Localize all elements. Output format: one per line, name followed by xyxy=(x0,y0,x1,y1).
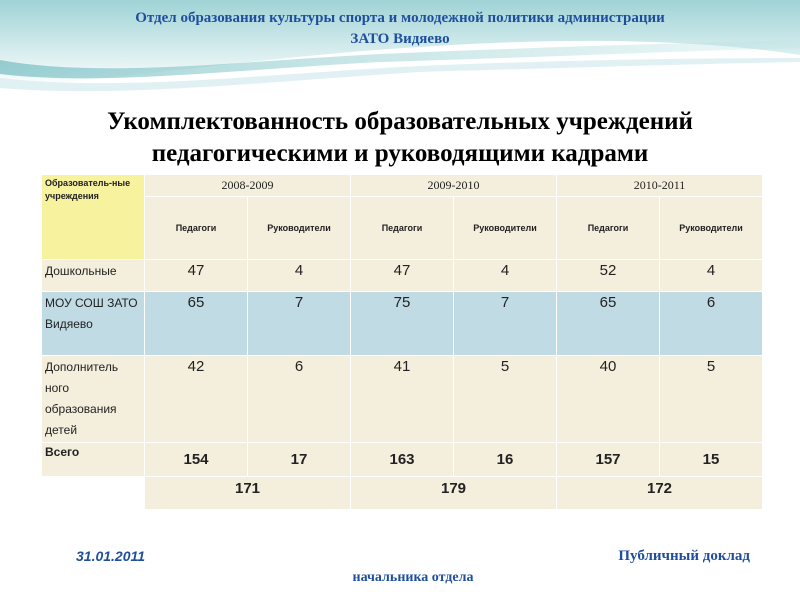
managers-header: Руководители xyxy=(248,197,351,260)
table-cell: 42 xyxy=(145,356,248,443)
table-cell: 65 xyxy=(557,292,660,356)
teachers-header: Педагоги xyxy=(351,197,454,260)
department-header xyxy=(0,8,800,50)
row-label: Дополнитель ного образования детей xyxy=(42,356,145,443)
department-name-line1: Отдел образования культуры спорта и молодежной политики администрации xyxy=(135,10,665,26)
report-date: 31.01.2011 xyxy=(76,548,146,564)
table-cell: 47 xyxy=(351,260,454,292)
row-label: Дошкольные xyxy=(42,260,145,292)
row-label: МОУ СОШ ЗАТО Видяево xyxy=(42,292,145,356)
grand-total-cell: 179 xyxy=(351,477,557,510)
teachers-header: Педагоги xyxy=(145,197,248,260)
table-cell: 52 xyxy=(557,260,660,292)
table-cell: 4 xyxy=(248,260,351,292)
teachers-header: Педагоги xyxy=(557,197,660,260)
managers-header: Руководители xyxy=(454,197,557,260)
table-cell: 6 xyxy=(660,292,763,356)
total-cell: 17 xyxy=(248,443,351,477)
total-cell: 163 xyxy=(351,443,454,477)
table-cell: 40 xyxy=(557,356,660,443)
table-cell: 6 xyxy=(248,356,351,443)
grand-total-row xyxy=(42,477,763,510)
total-row xyxy=(42,443,763,477)
year-header: 2010-2011 xyxy=(557,175,763,197)
table-cell: 5 xyxy=(660,356,763,443)
role-header-row xyxy=(42,197,763,260)
empty-cell xyxy=(42,477,145,510)
table-row xyxy=(42,356,763,443)
slide-title-line2: педагогическими и руководящими кадрами xyxy=(151,140,649,167)
slide-title xyxy=(0,106,800,170)
managers-header: Руководители xyxy=(660,197,763,260)
staffing-table xyxy=(41,174,763,510)
table-cell: 75 xyxy=(351,292,454,356)
total-cell: 154 xyxy=(145,443,248,477)
table-cell: 4 xyxy=(660,260,763,292)
table-cell: 7 xyxy=(454,292,557,356)
department-name-line2: ЗАТО Видяево xyxy=(350,31,450,47)
table-cell: 5 xyxy=(454,356,557,443)
table-row xyxy=(42,260,763,292)
table-cell: 47 xyxy=(145,260,248,292)
total-cell: 16 xyxy=(454,443,557,477)
total-cell: 157 xyxy=(557,443,660,477)
table-cell: 7 xyxy=(248,292,351,356)
total-label: Всего xyxy=(42,443,145,477)
report-caption-line2: начальника отдела xyxy=(352,570,474,585)
table-cell: 65 xyxy=(145,292,248,356)
report-caption-line1: Публичный доклад xyxy=(618,548,750,564)
year-header-row xyxy=(42,175,763,197)
grand-total-cell: 172 xyxy=(557,477,763,510)
table-cell: 4 xyxy=(454,260,557,292)
year-header: 2008-2009 xyxy=(145,175,351,197)
grand-total-cell: 171 xyxy=(145,477,351,510)
table-row xyxy=(42,292,763,356)
year-header: 2009-2010 xyxy=(351,175,557,197)
institution-header: Образователь-ные учреждения xyxy=(42,175,145,260)
total-cell: 15 xyxy=(660,443,763,477)
table-cell: 41 xyxy=(351,356,454,443)
slide-title-line1: Укомплектованность образовательных учреждений xyxy=(107,108,693,135)
